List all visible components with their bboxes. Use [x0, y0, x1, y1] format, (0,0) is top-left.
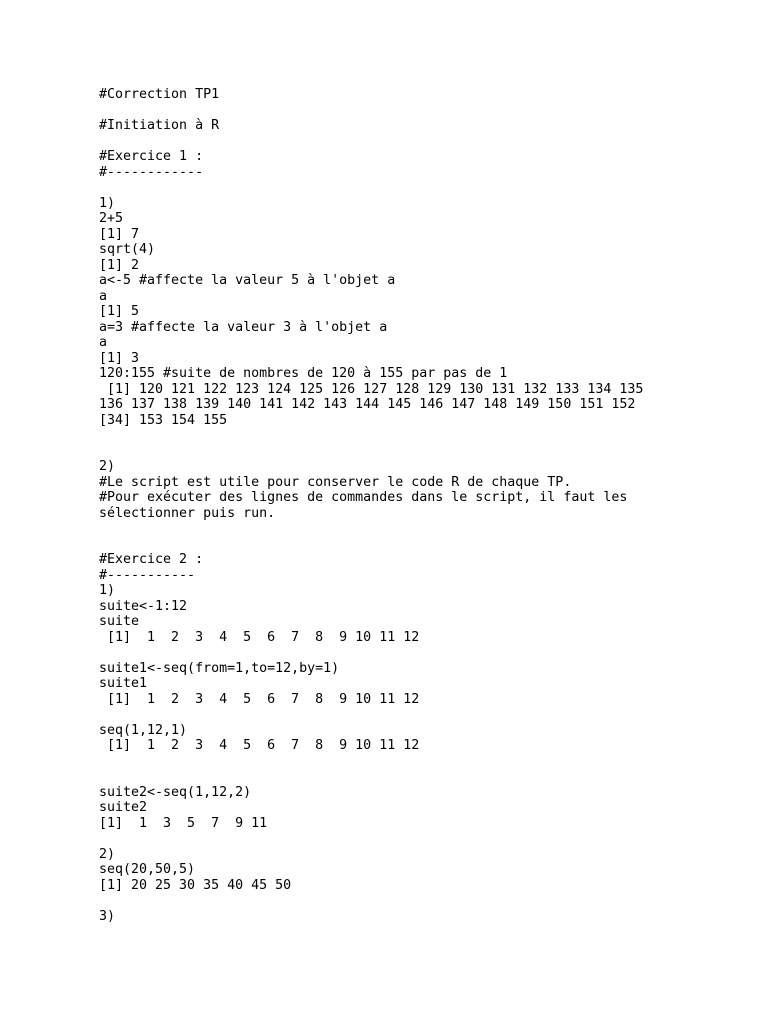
code-line: a<-5 #affecte la valeur 5 à l'objet a	[99, 273, 396, 288]
code-line: seq(20,50,5)	[99, 862, 196, 877]
code-line: seq(1,12,1)	[99, 722, 188, 738]
code-line	[99, 180, 643, 196]
code-line: a	[99, 288, 108, 304]
code-line	[99, 444, 643, 460]
code-line: a	[99, 335, 108, 350]
code-line: [1] 2	[99, 257, 140, 273]
code-line: #Exercice 2 :	[99, 552, 204, 567]
code-line	[99, 103, 643, 119]
code-line: 3)	[99, 908, 116, 924]
code-line	[99, 537, 643, 553]
code-line: 2+5	[99, 211, 124, 226]
code-line: #Correction TP1	[99, 87, 220, 102]
code-line: 2)	[99, 459, 116, 474]
code-line: [1] 1 2 3 4 5 6 7 8 9 10 11 12	[99, 691, 420, 707]
code-line: [1] 1 2 3 4 5 6 7 8 9 10 11 12	[99, 738, 420, 753]
code-line: a=3 #affecte la valeur 3 à l'objet a	[99, 319, 388, 335]
code-line: 136 137 138 139 140 141 142 143 144 145 146 147 148 149 150 151 152	[99, 397, 636, 412]
code-line: [1] 20 25 30 35 40 45 50	[99, 877, 292, 893]
code-line: [1] 1 2 3 4 5 6 7 8 9 10 11 12	[99, 629, 420, 645]
r-code-listing	[99, 87, 643, 924]
code-line: 1)	[99, 195, 116, 211]
code-line: [1] 120 121 122 123 124 125 126 127 128 129 130 131 132 133 134 135	[99, 381, 644, 397]
code-line: #Initiation à R	[99, 118, 220, 133]
code-line: [1] 1 3 5 7 9 11	[99, 815, 268, 831]
code-line: suite2<-seq(1,12,2)	[99, 784, 252, 800]
code-line	[99, 893, 643, 909]
code-line: 120:155 #suite de nombres de 120 à 155 par pas de 1	[99, 366, 508, 381]
code-line: [34] 153 154 155	[99, 412, 228, 428]
code-line	[99, 831, 643, 847]
code-line: suite	[99, 614, 140, 629]
code-line	[99, 754, 643, 770]
code-line	[99, 521, 643, 537]
code-line: #-----------	[99, 567, 196, 583]
code-line: [1] 7	[99, 226, 140, 242]
code-line: [1] 5	[99, 304, 140, 319]
code-line: #Pour exécuter des lignes de commandes dans le script, il faut les	[99, 490, 628, 505]
code-line: suite1	[99, 676, 148, 691]
code-line	[99, 428, 643, 444]
code-line: #Exercice 1 :	[99, 149, 204, 164]
code-line: suite1<-seq(from=1,to=12,by=1)	[99, 660, 340, 676]
code-line	[99, 645, 643, 661]
code-line: [1] 3	[99, 350, 140, 366]
code-line: sélectionner puis run.	[99, 505, 276, 521]
code-line: suite2	[99, 800, 148, 815]
code-line	[99, 769, 643, 785]
code-line: #------------	[99, 164, 204, 180]
code-line: sqrt(4)	[99, 242, 156, 257]
code-line: #Le script est utile pour conserver le code R de chaque TP.	[99, 474, 572, 490]
code-line: 1)	[99, 583, 116, 598]
code-line	[99, 134, 643, 150]
code-line	[99, 707, 643, 723]
code-line: 2)	[99, 846, 116, 862]
code-line: suite<-1:12	[99, 598, 188, 614]
